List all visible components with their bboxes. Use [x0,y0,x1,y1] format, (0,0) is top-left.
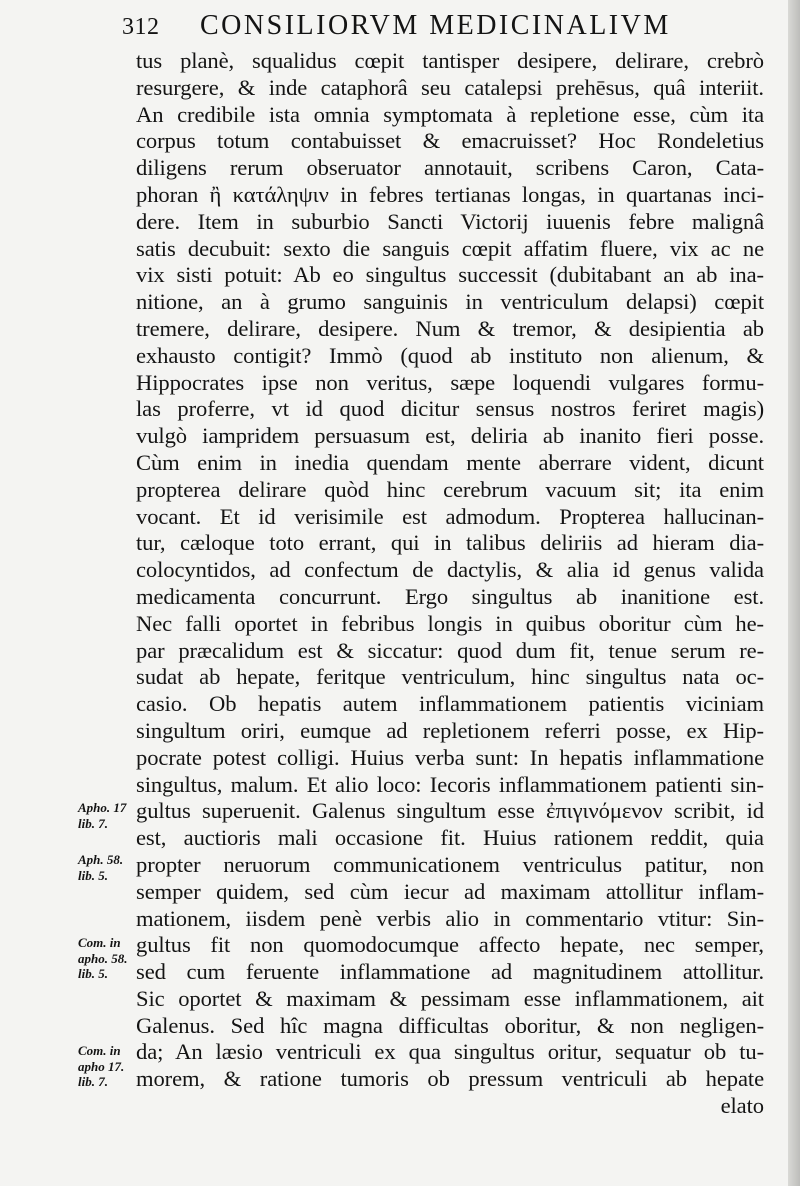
page-number: 312 [122,14,160,40]
text-line: semper quidem, sed cùm iecur ad maximam attollitur inflam- [136,878,764,904]
marginal-note-line: Apho. 17 [78,800,127,815]
text-line: gultus fit non quomodocumque affecto hepate, nec semper, [136,932,764,958]
text-line: sed cum feruente inflammatione ad magnitudinem attollitur. [136,959,764,985]
marginal-note-line: Com. in [78,1043,121,1058]
catchword: elato [720,1093,764,1119]
marginal-note-line: lib. 5. [78,867,108,883]
text-line: tremere, delirare, desipere. Num & tremor, & desipientia ab [136,315,764,341]
text-line: pocrate potest colligi. Huius verba sunt: In hepatis inflammatione [136,744,764,770]
text-line: gultus superuenit. Galenus singultum esse ἐπιγινόμενον scribit, id [136,798,764,824]
text-line: sudat ab hepate, feritque ventriculum, hinc singultus nata oc- [136,664,764,690]
marginal-note-line: lib. 5. [78,966,108,981]
text-line: vulgò iampridem persuasum est, deliria ab inanito fieri posse. [136,423,764,449]
marginal-note [78,800,138,831]
text-line: Hippocrates ipse non veritus, sæpe loquendi vulgares formu- [136,369,764,395]
text-line: par præcalidum est & siccatur: quod dum fit, tenue serum re- [136,637,764,663]
text-line: resurgere, & inde cataphorâ seu catalepsi prehēsus, quâ interiit. [136,74,764,100]
text-line: vix sisti potuit: Ab eo singultus successit (dubitabant an ab ina- [136,262,764,288]
text-line: An credibile ista omnia symptomata à repletione esse, cùm ita [136,101,764,127]
text-line: tur, cæloque toto errant, qui in talibus deliriis ad hieram dia- [136,530,764,556]
text-line: nitione, an à grumo sanguinis in ventriculum delapsi) cœpit [136,289,764,315]
text-line: vocant. Et id verisimile est admodum. Propterea hallucinan- [136,503,764,529]
main-text-block [136,48,764,1120]
text-line: est, auctioris mali occasione fit. Huius rationem reddit, quia [136,825,764,851]
text-line: Sic oportet & maximam & pessimam esse inflammationem, ait [136,985,764,1011]
text-line: singultus, malum. Et alio loco: Iecoris inflammationem patienti sin- [136,771,764,797]
marginal-note [78,852,138,883]
text-line: colocyntidos, ad confectum de dactylis, & alia id genus valida [136,557,764,583]
text-line: Cùm enim in inedia quendam mente aberrare vident, dicunt [136,449,764,475]
marginal-note-line: apho 17. [78,1058,125,1074]
marginal-note-line: lib. 7. [78,1074,108,1089]
marginal-note-line: Com. in [78,935,121,950]
text-line: satis decubuit: sexto die sanguis cœpit affatim fluere, vix ac ne [136,235,764,261]
marginal-note [78,935,138,982]
page-header [122,8,762,48]
text-line: diligens rerum obseruator annotauit, scribens Caron, Cata- [136,155,764,181]
text-line: mationem, iisdem penè verbis alio in commentario vtitur: Sin- [136,905,764,931]
marginal-note-line: lib. 7. [78,815,108,831]
text-line: casio. Ob hepatis autem inflammationem patientis viciniam [136,691,764,717]
text-line: tus planè, squalidus cœpit tantisper desipere, delirare, crebrò [136,48,764,73]
page-edge-shadow [788,0,800,1186]
text-line: Nec falli oportet in febribus longis in quibus oboritur cùm he- [136,610,764,636]
text-line: phoran ἢ κατάληψιν in febres tertianas longas, in quartanas inci- [136,181,764,207]
text-line: exhausto contigit? Immò (quod ab instituto non alienum, & [136,342,764,368]
text-line: corpus totum contabuisset & emacruisset? Hoc Rondeletius [136,128,764,154]
marginal-note-line: Aph. 58. [78,852,124,867]
text-line: morem, & ratione tumoris ob pressum ventriculi ab hepate [136,1066,764,1092]
text-line: propterea delirare quòd hinc cerebrum vacuum sit; ita enim [136,476,764,502]
running-title: CONSILIORVM MEDICINALIVM [200,10,671,41]
text-line: medicamenta concurrunt. Ergo singultus ab inanitione est. [136,583,764,609]
text-line: las proferre, vt id quod dicitur sensus nostros feriret magis) [136,396,764,422]
marginal-note-line: apho. 58. [78,950,128,966]
marginal-note [78,1043,138,1090]
text-line: Galenus. Sed hîc magna difficultas oboritur, & non negligen- [136,1012,764,1038]
text-line: singultum oriri, eumque ad repletionem referri posse, ex Hip- [136,717,764,743]
text-line: dere. Item in suburbio Sancti Victorij iuuenis febre malignâ [136,208,764,234]
text-line: da; An læsio ventriculi ex qua singultus oritur, sequatur ob tu- [136,1039,764,1065]
text-line: propter neruorum communicationem ventriculus patitur, non [136,851,764,877]
